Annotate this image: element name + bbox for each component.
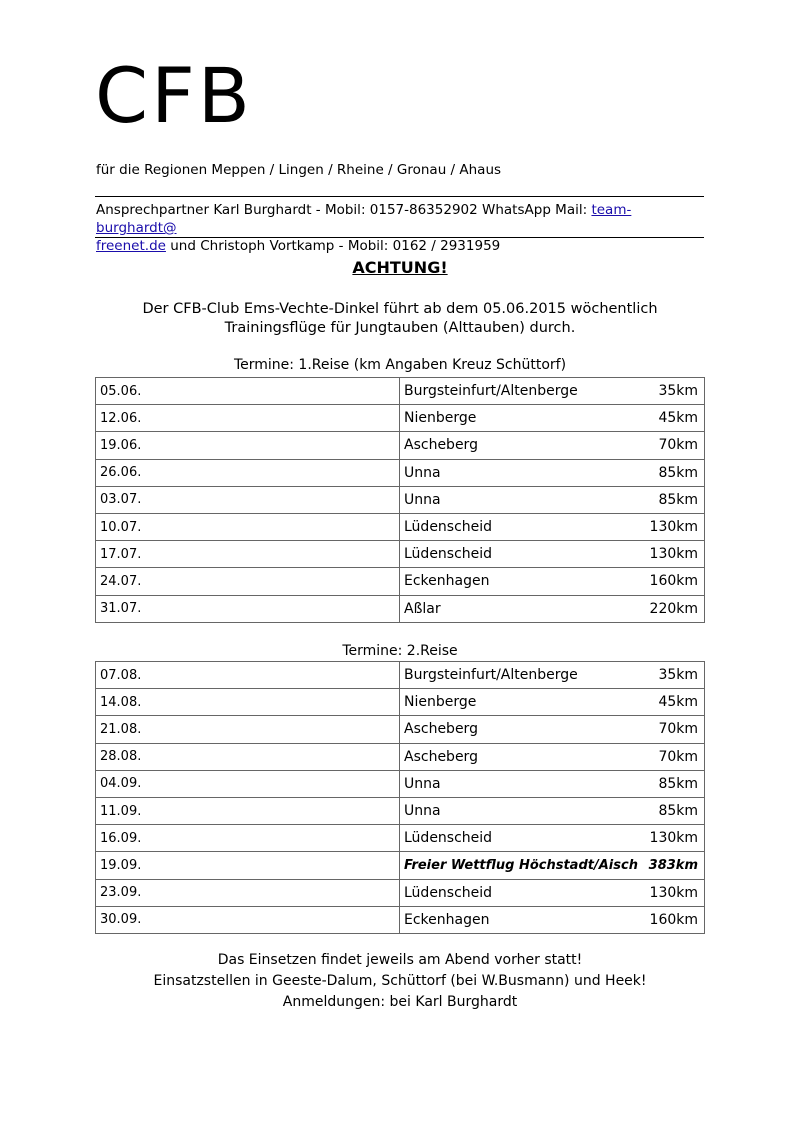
divider-top: [95, 196, 704, 197]
table-row: [96, 716, 705, 743]
table-row: [96, 662, 705, 689]
date-cell: 26.06.: [96, 459, 400, 486]
destination-cell: [400, 595, 705, 622]
destination-cell: [400, 689, 705, 716]
destination-name: Lüdenscheid: [404, 830, 493, 847]
distance-km: 45km: [658, 410, 698, 427]
destination-name: Lüdenscheid: [404, 546, 493, 563]
date-cell: 31.07.: [96, 595, 400, 622]
schedule2-caption: Termine: 2.Reise: [342, 643, 458, 659]
destination-name: Unna: [404, 464, 441, 481]
distance-km: 85km: [658, 803, 698, 820]
destination-name: Burgsteinfurt/Altenberge: [404, 383, 578, 400]
table-row: [96, 432, 705, 459]
destination-name: Eckenhagen: [404, 911, 490, 928]
destination-name: Nienberge: [404, 694, 477, 711]
table-row: [96, 541, 705, 568]
distance-km: 35km: [658, 383, 698, 400]
distance-km: 70km: [658, 748, 698, 765]
distance-km: 160km: [649, 911, 698, 928]
destination-cell: [400, 459, 705, 486]
table-row: [96, 743, 705, 770]
distance-km: 383km: [648, 857, 698, 873]
date-cell: 19.06.: [96, 432, 400, 459]
distance-km: 35km: [658, 667, 698, 684]
schedule1-table: [95, 377, 705, 623]
destination-cell: [400, 541, 705, 568]
date-cell: 24.07.: [96, 568, 400, 595]
distance-km: 130km: [649, 546, 698, 563]
divider-bottom: [95, 237, 704, 238]
table-row: [96, 852, 705, 879]
destination-cell: [400, 852, 705, 879]
footer-notes: [0, 950, 800, 1013]
distance-km: 130km: [649, 519, 698, 536]
table-row: [96, 770, 705, 797]
destination-name: Ascheberg: [404, 748, 478, 765]
contact-line2: und Christoph Vortkamp - Mobil: 0162 / 2931959: [165, 238, 501, 254]
destination-name: Lüdenscheid: [404, 519, 493, 536]
date-cell: 03.07.: [96, 486, 400, 513]
destination-name: Unna: [404, 775, 441, 792]
destination-name: Burgsteinfurt/Altenberge: [404, 667, 578, 684]
table-row: [96, 797, 705, 824]
destination-cell: [400, 770, 705, 797]
destination-name: Lüdenscheid: [404, 884, 493, 901]
date-cell: 14.08.: [96, 689, 400, 716]
destination-cell: [400, 405, 705, 432]
destination-name: Unna: [404, 491, 441, 508]
destination-cell: [400, 378, 705, 405]
destination-cell: [400, 513, 705, 540]
date-cell: 17.07.: [96, 541, 400, 568]
destination-cell: [400, 662, 705, 689]
destination-cell: [400, 486, 705, 513]
date-cell: 23.09.: [96, 879, 400, 906]
date-cell: 05.06.: [96, 378, 400, 405]
destination-cell: [400, 743, 705, 770]
table-row: [96, 595, 705, 622]
distance-km: 220km: [649, 600, 698, 617]
destination-name: Eckenhagen: [404, 573, 490, 590]
destination-name: Ascheberg: [404, 437, 478, 454]
destination-cell: [400, 906, 705, 933]
table-row: [96, 825, 705, 852]
footer-line2: Einsatzstellen in Geeste-Dalum, Schüttorf (bei W.Busmann) und Heek!: [153, 973, 647, 989]
destination-cell: [400, 716, 705, 743]
destination-name: Freier Wettflug Höchstadt/Aisch: [404, 857, 638, 873]
table-row: [96, 513, 705, 540]
email-link-part2[interactable]: freenet.de: [96, 238, 166, 254]
distance-km: 85km: [658, 464, 698, 481]
schedule2-table: [95, 661, 705, 934]
distance-km: 70km: [658, 437, 698, 454]
intro-text: Der CFB-Club Ems-Vechte-Dinkel führt ab dem 05.06.2015 wöchentlich Trainingsflüge für Jungtauben (Alttauben) durch.: [142, 301, 658, 336]
destination-name: Ascheberg: [404, 721, 478, 738]
cfb-logo: CFB: [95, 51, 253, 140]
destination-cell: [400, 797, 705, 824]
table-row: [96, 689, 705, 716]
destination-name: Aßlar: [404, 600, 441, 617]
page-heading: ACHTUNG!: [352, 258, 448, 277]
distance-km: 130km: [649, 884, 698, 901]
contact-info: [96, 201, 706, 255]
distance-km: 160km: [649, 573, 698, 590]
date-cell: 16.09.: [96, 825, 400, 852]
date-cell: 30.09.: [96, 906, 400, 933]
table-row: [96, 378, 705, 405]
footer-line1: Das Einsetzen findet jeweils am Abend vorher statt!: [217, 952, 583, 968]
date-cell: 10.07.: [96, 513, 400, 540]
date-cell: 28.08.: [96, 743, 400, 770]
contact-line1: Ansprechpartner Karl Burghardt - Mobil: 0157-86352902 WhatsApp Mail:: [96, 202, 592, 218]
destination-name: Unna: [404, 803, 441, 820]
destination-cell: [400, 568, 705, 595]
table-row: [96, 879, 705, 906]
table-row: [96, 459, 705, 486]
distance-km: 70km: [658, 721, 698, 738]
date-cell: 07.08.: [96, 662, 400, 689]
email-link-part1[interactable]: team-burghardt@: [96, 202, 632, 236]
date-cell: 04.09.: [96, 770, 400, 797]
regions-line: für die Regionen Meppen / Lingen / Rheine / Gronau / Ahaus: [96, 162, 502, 178]
date-cell: 11.09.: [96, 797, 400, 824]
destination-name: Nienberge: [404, 410, 477, 427]
destination-cell: [400, 879, 705, 906]
date-cell: 12.06.: [96, 405, 400, 432]
distance-km: 85km: [658, 491, 698, 508]
table-row: [96, 486, 705, 513]
destination-cell: [400, 432, 705, 459]
footer-line3: Anmeldungen: bei Karl Burghardt: [282, 994, 518, 1010]
distance-km: 130km: [649, 830, 698, 847]
date-cell: 19.09.: [96, 852, 400, 879]
table-row: [96, 568, 705, 595]
distance-km: 85km: [658, 775, 698, 792]
schedule1-caption: Termine: 1.Reise (km Angaben Kreuz Schüttorf): [233, 357, 567, 373]
date-cell: 21.08.: [96, 716, 400, 743]
table-row: [96, 906, 705, 933]
destination-cell: [400, 825, 705, 852]
distance-km: 45km: [658, 694, 698, 711]
table-row: [96, 405, 705, 432]
